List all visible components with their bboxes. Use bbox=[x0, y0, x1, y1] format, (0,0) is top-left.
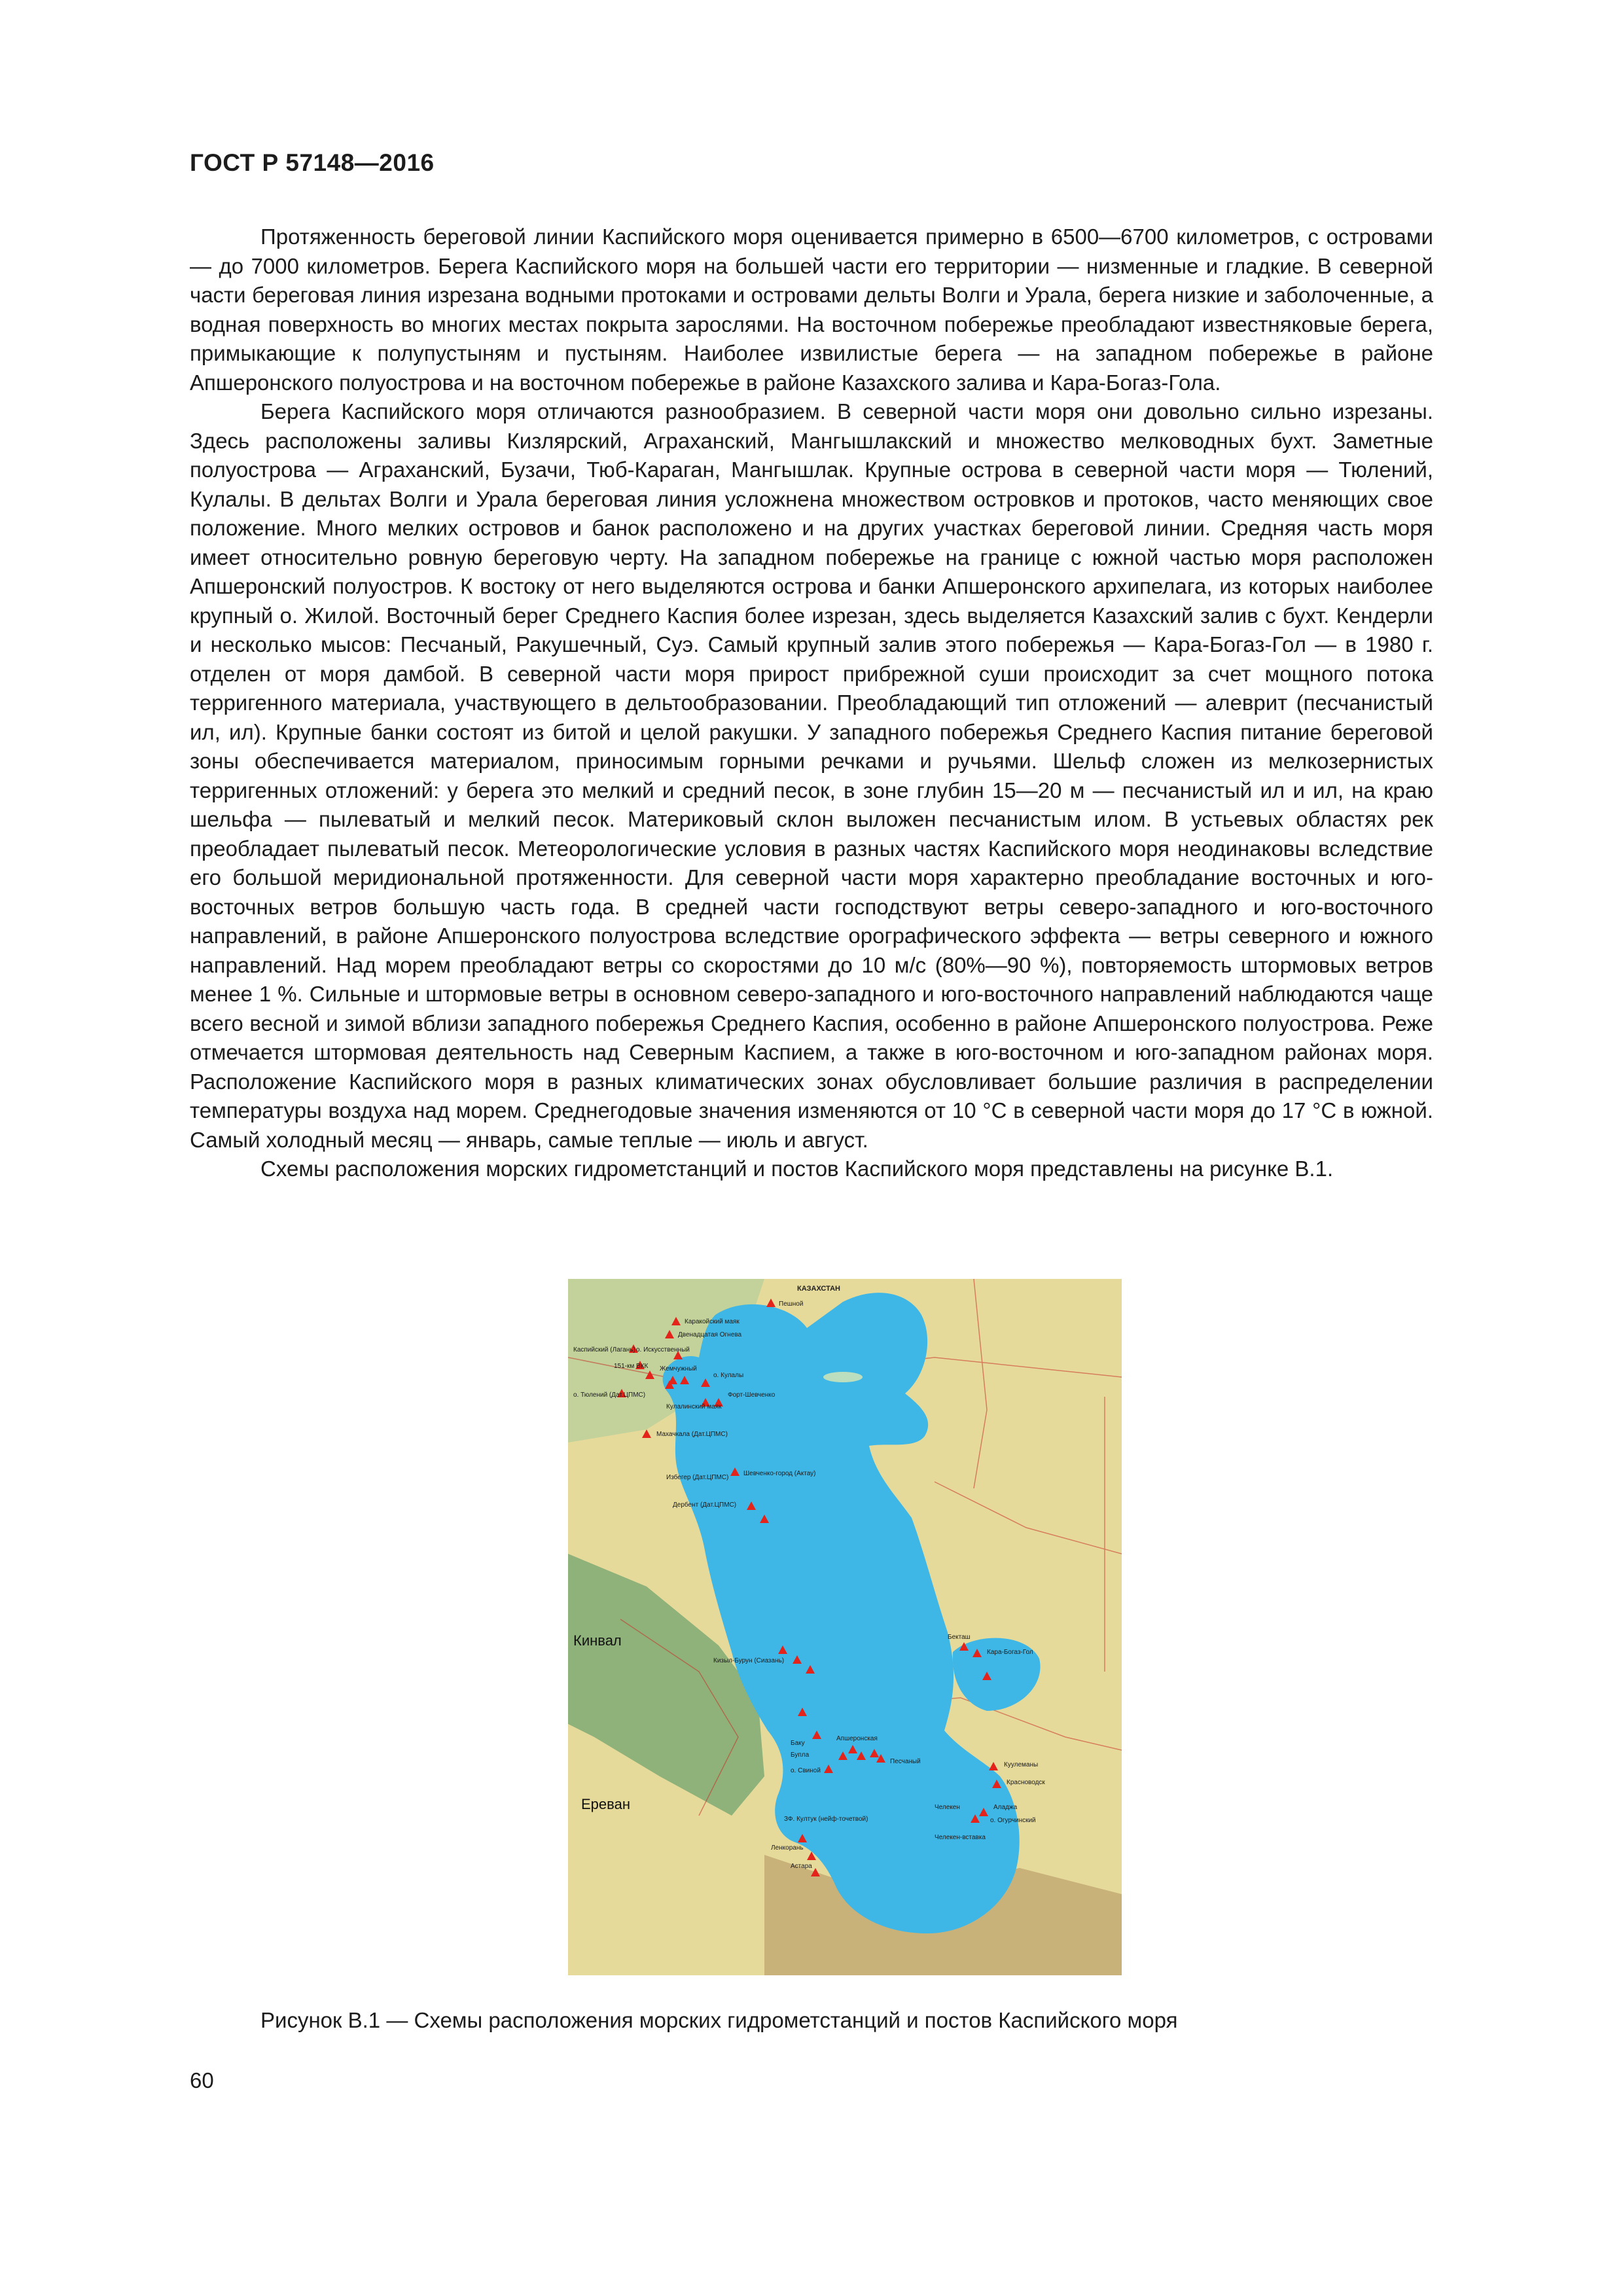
station-label: Бекташ bbox=[948, 1634, 971, 1641]
station-label: Кизыл-Бурун (Сиазань) bbox=[713, 1657, 785, 1664]
station-label: о. Искусственный bbox=[636, 1346, 690, 1354]
paragraph-figure-reference: Схемы расположения морских гидрометстанций и постов Каспийского моря представлены на рисунке В.1. bbox=[260, 1157, 1334, 1181]
station-label: Шевченко-город (Актау) bbox=[743, 1470, 816, 1477]
station-label: Ленкорань bbox=[771, 1844, 804, 1852]
station-label: Аладжа bbox=[993, 1804, 1018, 1811]
station-label: о. Свиной bbox=[791, 1767, 821, 1774]
station-label: Дербент (Дат.ЦПМС) bbox=[673, 1501, 737, 1509]
station-map bbox=[568, 1279, 1122, 1975]
body-text bbox=[190, 223, 1433, 1184]
map-region-label: КАЗАХСТАН bbox=[797, 1285, 840, 1293]
map-islands bbox=[823, 1372, 863, 1382]
station-label: Каракойский маяк bbox=[685, 1318, 740, 1325]
figure-caption: Рисунок В.1 — Схемы расположения морских гидрометстанций и постов Каспийского моря bbox=[260, 2008, 1178, 2032]
station-label: Кулалинский маяк bbox=[666, 1403, 722, 1410]
paragraph-shores: Берега Каспийского моря отличаются разнообразием. В северной части моря они довольно сильно изрезаны. Здесь расположены заливы Кизлярский, Аграханский, Мангышлакский и множество мелководных бухт. Заметные полуострова — Аграханский, Бузачи, Тюб-Караган, Мангышлак. Крупные острова в северной части моря — Тюлений, Кулалы. В дельтах Волги и Урала береговая линия усложнена множеством островков и протоков, часто меняющих свое положение. Много мелких островов и банок расположено и на других участках береговой линии. Средняя часть моря имеет относительно ровную береговую черту. На западном побережье на границе с южной частью моря расположен Апшеронский полуостров. К востоку от него выделяются острова и банки Апшеронского архипелага, из которых наиболее крупный о. Жилой. Восточный берег Среднего Каспия более изрезан, здесь выделяется Казахский залив с бухт. Кендерли и несколько мысов: Песчаный, Ракушечный, Суэ. Самый крупный залив этого побережья — Кара-Богаз-Гол — в 1980 г. отделен от моря дамбой. В северной части моря прирост прибрежной суши происходит за счет мощного потока терригенного материала, участвующего в дельтообразовании. Преобладающий тип отложений — алеврит (песчанистый ил, ил). Крупные банки состоят из битой и целой ракушки. У западного побережья Среднего Каспия питание береговой зоны обеспечивается материалом, приносимым горными речками и ручьями. Шельф сложен из мелкозернистых терригенных отложений: у берега это мелкий и средний песок, в зоне глубин 15—20 м — песчанистый ил и ил, на краю шельфа — пылеватый и мелкий песок. Материковый склон выложен песчанистым илом. В устьевых областях рек преобладает пылеватый песок. Метеорологические условия в разных частях Каспийского моря неодинаковы вследствие его большой меридиональной протяженности. Для северной части моря характерно преобладание восточных и юго-восточных ветров большую часть года. В средней части господствуют ветры северо-западного и юго-восточного направлений, в районе Апшеронского полуострова вследствие орографического эффекта — ветры северного и южного направлений. Над морем преобладают ветры со скоростями до 10 м/с (80%—90 %), повторяемость штормовых ветров менее 1 %. Сильные и штормовые ветры в основном северо-западного и юго-восточного направлений наблюдаются чаще всего весной и зимой вблизи западного побережья Среднего Каспия, особенно в районе Апшеронского полуострова. Реже отмечается штормовая деятельность над Северным Каспием, а также в юго-восточном и юго-западном районах моря. Расположение Каспийского моря в разных климатических зонах обусловливает большие различия в распределении температуры воздуха над морем. Среднегодовые значения изменяются от 10 °С в северной части моря до 17 °С в южной. Самый холодный месяц — январь, самые теплые — июль и август. bbox=[190, 399, 1433, 1152]
station-label: о. Тюлений (Дат.ЦПМС) bbox=[573, 1391, 646, 1399]
map-city-label: Кинвал bbox=[573, 1632, 622, 1649]
map-city-label: Ереван bbox=[581, 1796, 630, 1812]
station-label: Кара-Богаз-Гол bbox=[987, 1649, 1033, 1656]
station-label: Жемчужный bbox=[660, 1365, 697, 1372]
station-label: Красноводск bbox=[1007, 1779, 1045, 1786]
station-label: 151-км ВКК bbox=[614, 1363, 649, 1370]
map-svg bbox=[568, 1279, 1122, 1975]
paragraph-coastline: Протяженность береговой линии Каспийского моря оценивается примерно в 6500—6700 километров, с островами — до 7000 километров. Берега Каспийского моря на большей части его территории — низменные и гладкие. В северной части береговая линия изрезана водными протоками и островами дельты Волги и Урала, берега низкие и заболоченные, а водная поверхность во многих местах покрыта зарослями. На восточном побережье преобладают известняковые берега, примыкающие к полупустыням и пустыням. Наиболее извилистые берега — на западном побережье в районе Апшеронского полуострова и на восточном побережье в районе Казахского залива и Кара-Богаз-Гола. bbox=[190, 224, 1433, 395]
station-label: Челекен bbox=[935, 1804, 960, 1811]
station-label: Пешной bbox=[779, 1300, 804, 1308]
station-label: ЗФ. Култук (нейф-точетвой) bbox=[784, 1816, 868, 1823]
station-label: Форт-Шевченко bbox=[728, 1391, 776, 1399]
station-label: Двенадцатая Огнева bbox=[678, 1331, 742, 1338]
station-label: Апшеронская bbox=[836, 1735, 878, 1742]
page-number: 60 bbox=[190, 2068, 214, 2092]
station-label: Куулеманы bbox=[1004, 1761, 1039, 1768]
station-label: о. Огурчинский bbox=[990, 1817, 1036, 1824]
station-label: Баку bbox=[791, 1740, 805, 1747]
station-label: о. Кулалы bbox=[713, 1372, 744, 1379]
station-label: Челекен-вставка bbox=[935, 1834, 986, 1841]
station-label: Бупла bbox=[791, 1751, 810, 1759]
station-label: Каспийский (Лагань) bbox=[573, 1346, 635, 1354]
document-header: ГОСТ Р 57148—2016 bbox=[190, 149, 435, 176]
station-label: Махачкала (Дат.ЦПМС) bbox=[656, 1431, 728, 1438]
station-label: Астара bbox=[791, 1863, 812, 1870]
station-label: Песчаный bbox=[890, 1758, 921, 1765]
station-label: Избегер (Дат.ЦПМС) bbox=[666, 1474, 729, 1481]
